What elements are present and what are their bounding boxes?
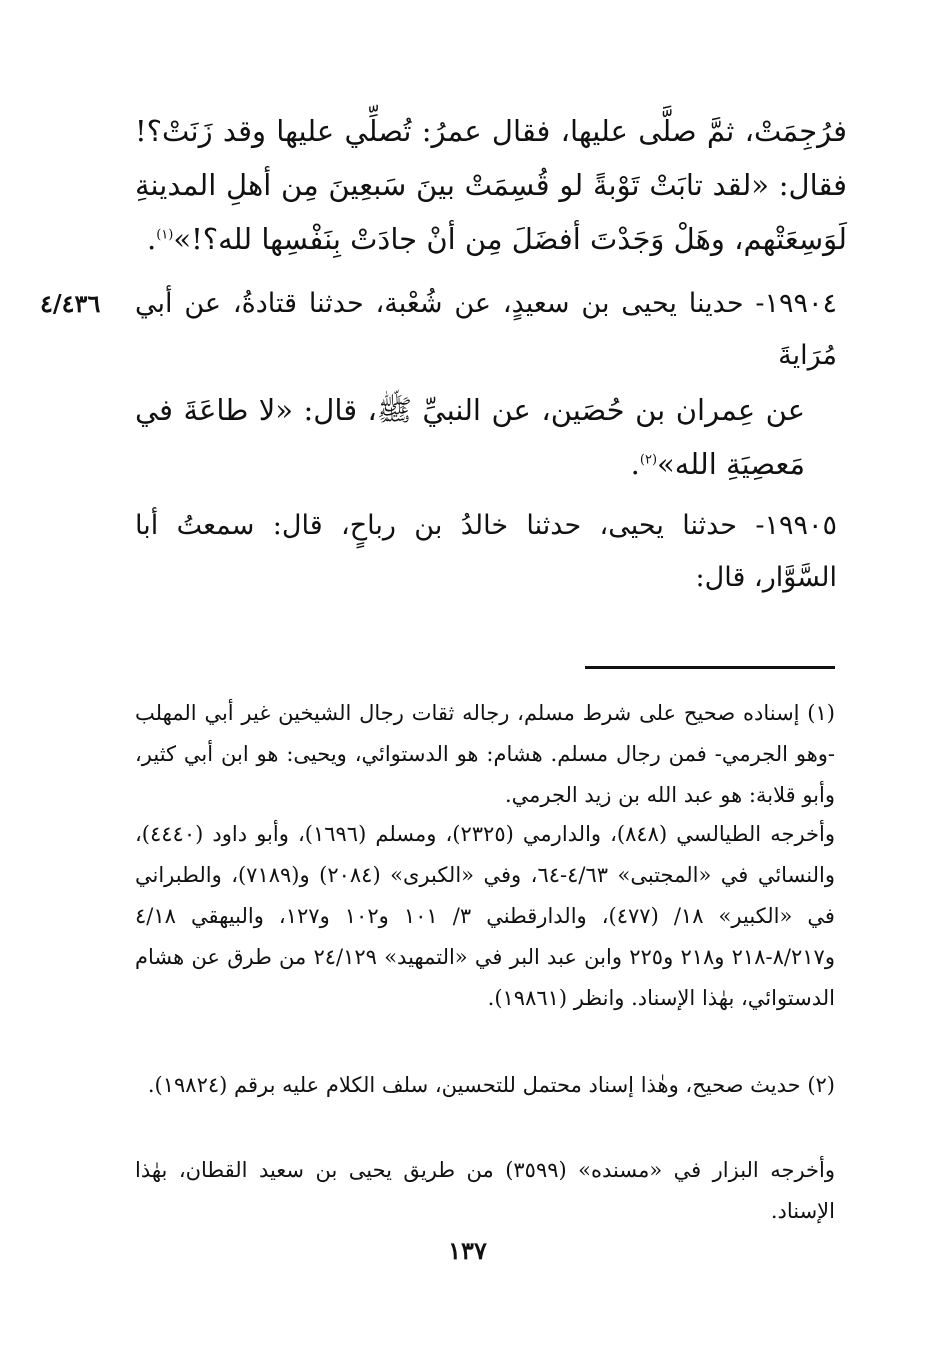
main-paragraph-2: [135, 383, 805, 491]
footnote-ref-2[interactable]: (٢): [639, 452, 658, 468]
footnote-1-intro: [135, 693, 835, 816]
footnote-2-sources-text: وأخرجه البزار في «مسنده» (٣٥٩٩) من طريق يحيى بن سعيد القطان، بهٰذا الإسناد.: [135, 1158, 835, 1223]
footnote-2-sources: [135, 1150, 835, 1232]
hadith-19904: [135, 278, 837, 382]
main-paragraph-2-end: .: [630, 447, 640, 481]
footnote-2-intro-text: (٢) حديث صحيح، وهٰذا إسناد محتمل للتحسين، سلف الكلام عليه برقم (١٩٨٢٤).: [147, 1073, 835, 1097]
main-paragraph-2-text: عن عِمران بن حُصَين، عن النبيِّ ﷺ، قال: «لا طاعَةَ في مَعصِيَةِ الله»: [135, 393, 805, 481]
hadith-19904-text: ١٩٩٠٤- حدينا يحيى بن سعيدٍ، عن شُعْبة، حدثنا قتادةُ، عن أبي مُرَايةَ: [135, 288, 837, 371]
footnote-1-sources-text: وأخرجه الطيالسي (٨٤٨)، والدارمي (٢٣٢٥)، ومسلم (١٦٩٦)، وأبو داود (٤٤٤٠)، والنسائي في «المجتبى» ٤/٦٣-٦٤، وفي «الكبرى» (٢٠٨٤) و(٧١٨٩)، والطبراني في «الكبير» ١٨/ (٤٧٧)، والدارقطني ٣/ ١٠١ و١٠٢ و١٢٧، والبيهقي ٤/١٨ و٨/٢١٧-٢١٨ و٢١٨ و٢٢٥ وابن عبد البر في «التمهيد» ٢٤/١٢٩ من طرق عن هشام الدستوائي، بهٰذا الإسناد. وانظر (١٩٨٦١).: [135, 822, 836, 1010]
page-number: ١٣٧: [448, 1236, 487, 1265]
footnote-1-sources: [135, 814, 835, 1019]
footnote-separator: [585, 666, 835, 669]
hadith-19905: [135, 500, 837, 604]
footnote-2-intro: [135, 1065, 835, 1106]
main-paragraph-1-end: .: [146, 222, 157, 256]
footnote-1-intro-text: (١) إسناده صحيح على شرط مسلم، رجاله ثقات رجال الشيخين غير أبي المهلب -وهو الجرمي- فمن رجال مسلم. هشام: هو الدستوائي، ويحيى: هو ابن أبي كثير، وأبو قلابة: هو عبد الله بن زيد الجرمي.: [135, 701, 835, 807]
main-paragraph-1: [135, 104, 847, 266]
main-paragraph-1-text: فرُجِمَتْ، ثمَّ صلَّى عليها، فقال عمرُ: تُصلِّي عليها وقد زَنَتْ؟! فقال: «لقد تابَتْ تَوْبةً لو قُسِمَتْ بينَ سَبعِينَ مِن أهلِ المدينةِ لَوَسِعَتْهم، وهَلْ وَجَدْتَ أفضَلَ مِن أنْ جادَتْ بِنَفْسِها لله؟!»: [135, 114, 847, 256]
margin-volume-page-reference: ٤/٤٣٦: [40, 289, 101, 318]
hadith-19905-text: ١٩٩٠٥- حدثنا يحيى، حدثنا خالدُ بن رباحٍ، قال: سمعتُ أبا السَّوَّار، قال:: [135, 510, 837, 593]
footnote-ref-1[interactable]: (١): [156, 227, 174, 243]
